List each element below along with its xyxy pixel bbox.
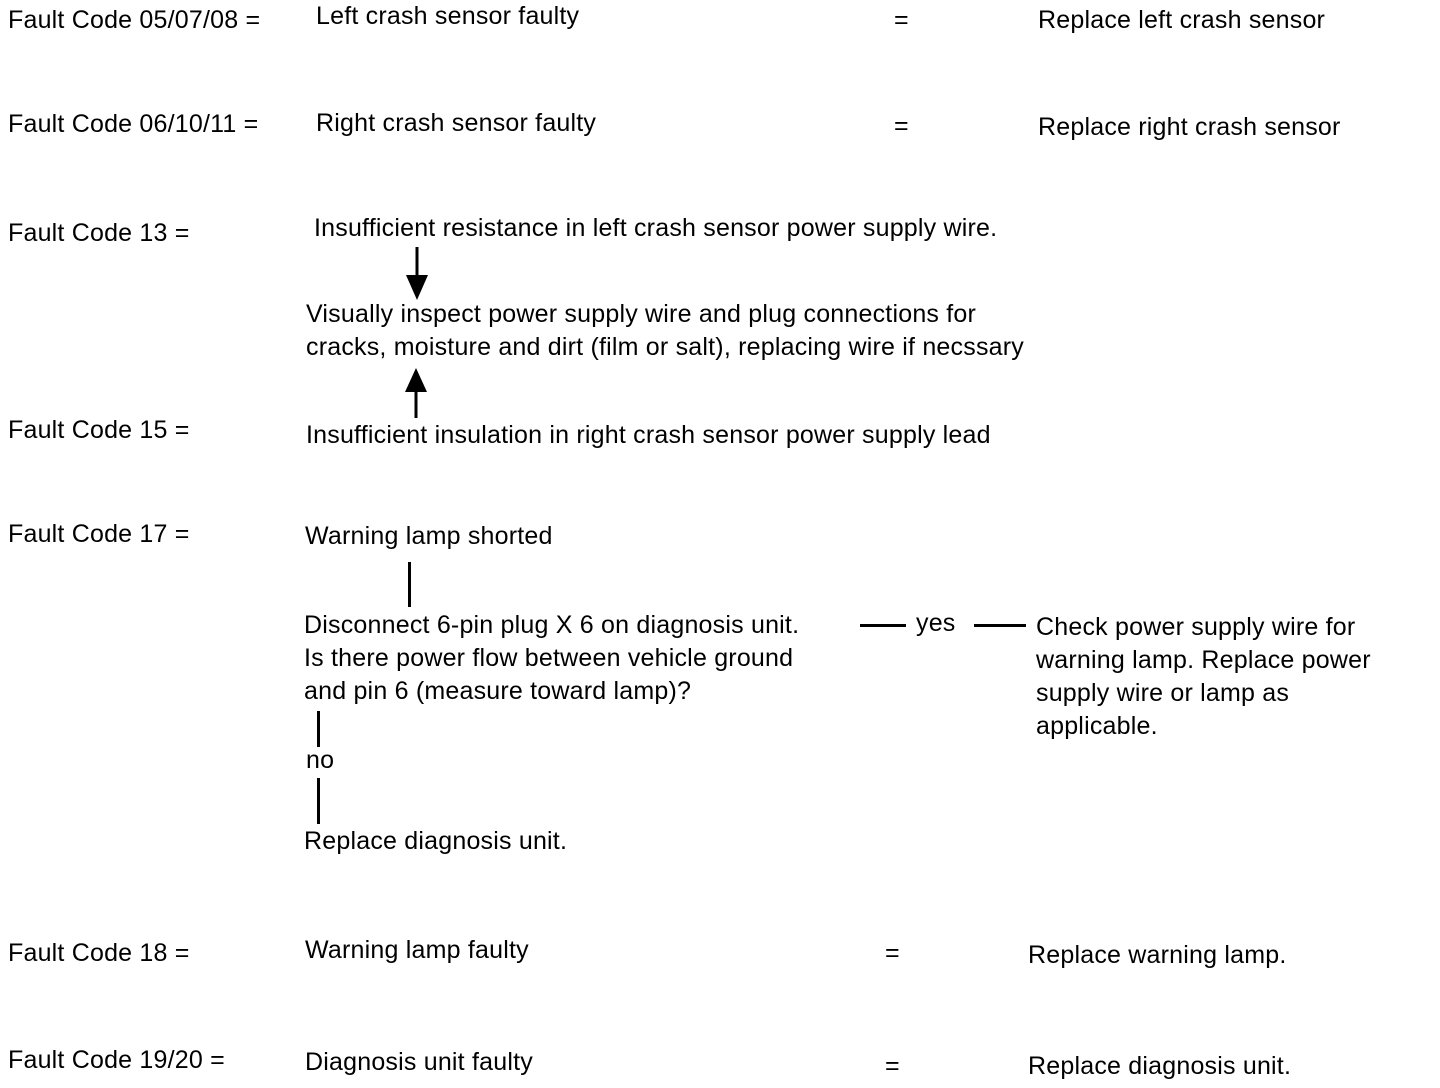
remedy-replace-diagnosis-unit: Replace diagnosis unit.	[1028, 1052, 1292, 1080]
remedy-replace-right-sensor: Replace right crash sensor	[1038, 113, 1341, 141]
fault-description-insufficient-insulation: Insufficient insulation in right crash sensor power supply lead	[306, 421, 991, 449]
fault-code-15: Fault Code 15 =	[8, 416, 190, 444]
yes-action-line-3: supply wire or lamp as	[1036, 679, 1290, 707]
fault-description-insufficient-resistance: Insufficient resistance in left crash sensor power supply wire.	[314, 214, 998, 242]
remedy-replace-left-sensor: Replace left crash sensor	[1038, 6, 1326, 34]
question-line-1: Disconnect 6-pin plug X 6 on diagnosis unit.	[304, 611, 800, 639]
yes-action-line-4: applicable.	[1036, 712, 1158, 740]
question-line-2: Is there power flow between vehicle ground	[304, 644, 794, 672]
inspect-instruction-line-2: cracks, moisture and dirt (film or salt), replacing wire if necssary	[306, 333, 1024, 361]
fault-code-05-07-08: Fault Code 05/07/08 =	[8, 6, 261, 34]
fault-description-warning-lamp-faulty: Warning lamp faulty	[305, 936, 529, 964]
arrow-up-icon	[401, 368, 431, 420]
fault-description-warning-lamp-shorted: Warning lamp shorted	[305, 522, 553, 550]
fault-code-18: Fault Code 18 =	[8, 939, 190, 967]
connector-line	[408, 562, 411, 607]
connector-line	[317, 711, 320, 747]
arrow-down-icon	[402, 245, 432, 301]
fault-code-13: Fault Code 13 =	[8, 219, 190, 247]
equals-sign: =	[885, 939, 900, 967]
connector-line	[974, 624, 1026, 627]
fault-code-06-10-11: Fault Code 06/10/11 =	[8, 110, 259, 138]
connector-line	[860, 624, 906, 627]
connector-line	[317, 778, 320, 824]
fault-description-left-crash-sensor: Left crash sensor faulty	[316, 2, 580, 30]
fault-description-right-crash-sensor: Right crash sensor faulty	[316, 109, 597, 137]
inspect-instruction-line-1: Visually inspect power supply wire and plug connections for	[306, 300, 977, 328]
question-line-3: and pin 6 (measure toward lamp)?	[304, 677, 692, 705]
no-label: no	[306, 746, 335, 774]
yes-label: yes	[916, 609, 956, 637]
yes-action-line-2: warning lamp. Replace power	[1036, 646, 1371, 674]
equals-sign: =	[894, 6, 909, 34]
fault-description-diagnosis-unit-faulty: Diagnosis unit faulty	[305, 1048, 533, 1076]
remedy-replace-warning-lamp: Replace warning lamp.	[1028, 941, 1287, 969]
yes-action-line-1: Check power supply wire for	[1036, 613, 1356, 641]
fault-code-19-20: Fault Code 19/20 =	[8, 1046, 225, 1074]
equals-sign: =	[894, 112, 909, 140]
no-action-replace-diagnosis-unit: Replace diagnosis unit.	[304, 827, 568, 855]
equals-sign: =	[885, 1052, 900, 1080]
fault-code-17: Fault Code 17 =	[8, 520, 190, 548]
